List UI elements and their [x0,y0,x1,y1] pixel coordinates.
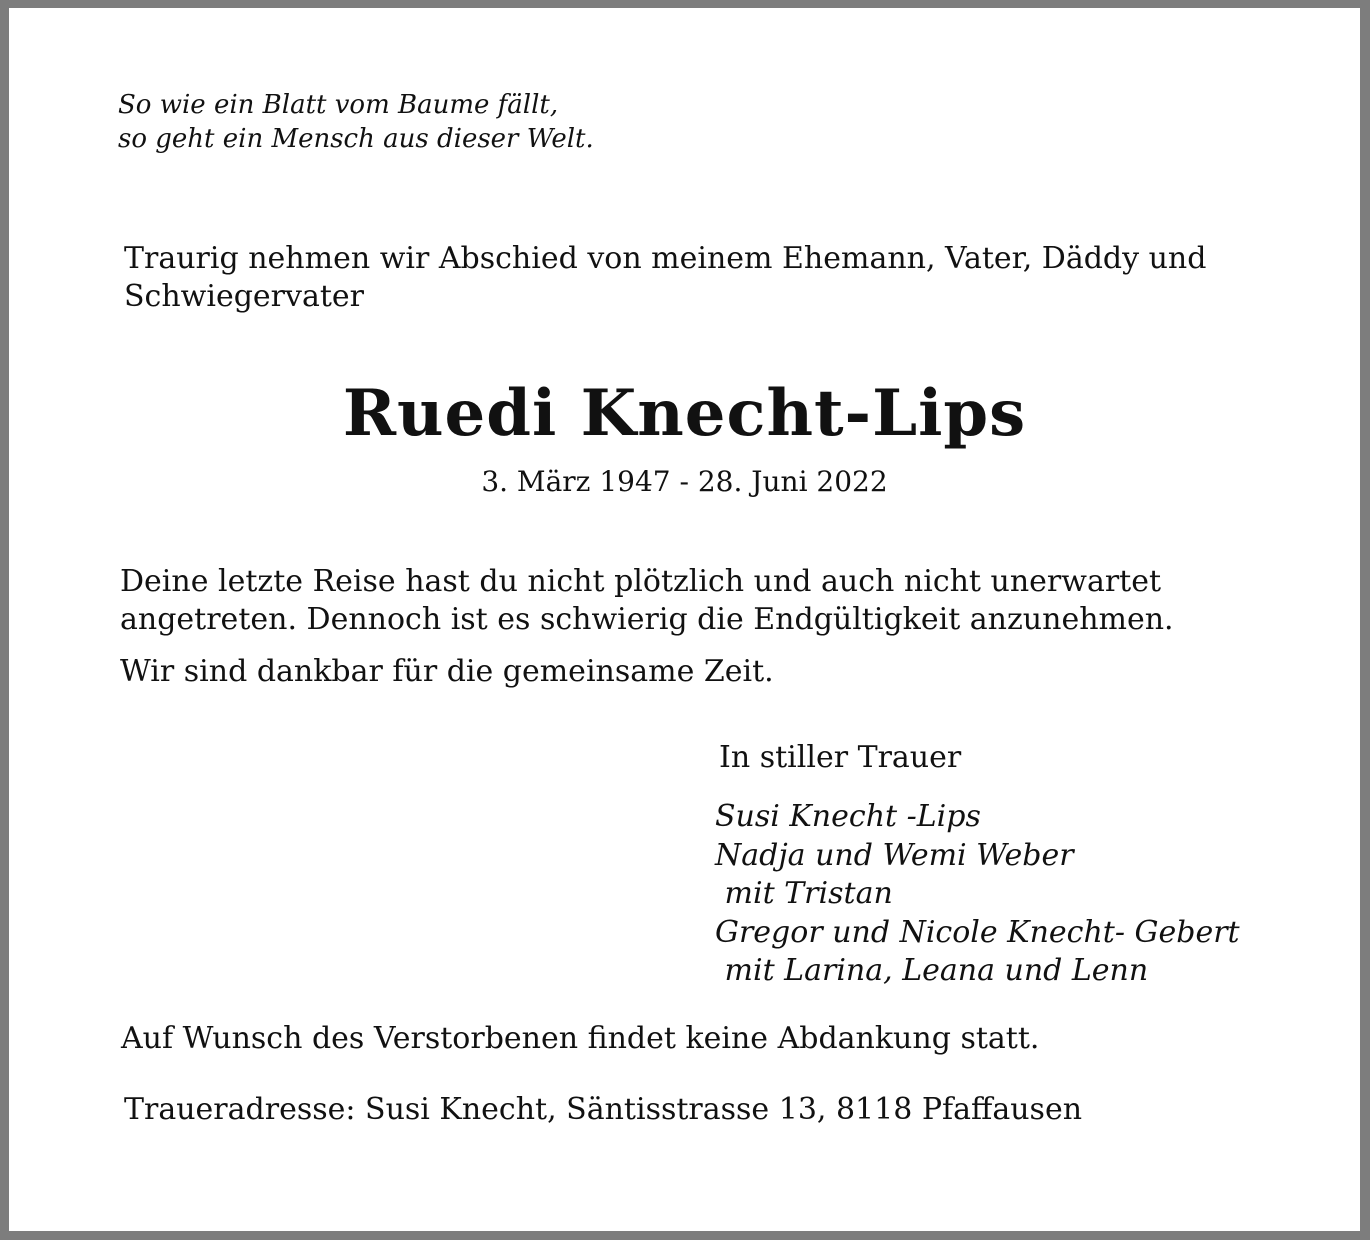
ceremony-note: Auf Wunsch des Verstorbenen findet keine Abdankung statt. [121,1021,1040,1056]
obituary-card [9,8,1360,1231]
family-member: Susi Knecht -Lips [715,799,981,834]
mourning-address: Traueradresse: Susi Knecht, Säntisstrasse 13, 8118 Pfaffausen [124,1092,1083,1127]
deceased-name: Ruedi Knecht-Lips [342,376,1027,451]
message-paragraph [120,563,1174,639]
family-member: mit Tristan [715,876,893,911]
life-dates: 3. März 1947 - 28. Juni 2022 [481,465,888,498]
motto-line: so geht ein Mensch aus dieser Welt. [118,124,594,154]
motto-line: So wie ein Blatt vom Baume fällt, [118,90,559,120]
family-list [715,798,1240,991]
gratitude-line: Wir sind dankbar für die gemeinsame Zeit. [120,654,774,689]
family-member: mit Larina, Leana und Lenn [715,953,1149,988]
family-member: Gregor und Nicole Knecht- Gebert [715,914,1240,950]
message-line: angetreten. Dennoch ist es schwierig die Endgültigkeit anzunehmen. [120,602,1174,637]
message-line: Deine letzte Reise hast du nicht plötzlich und auch nicht unerwartet [120,564,1162,599]
mourning-heading: In stiller Trauer [719,740,962,775]
intro-text: Traurig nehmen wir Abschied von meinem Ehemann, Vater, Däddy und Schwiegervater [124,241,1207,314]
motto [118,88,594,156]
family-member: Nadja und Wemi Weber [715,837,1074,873]
